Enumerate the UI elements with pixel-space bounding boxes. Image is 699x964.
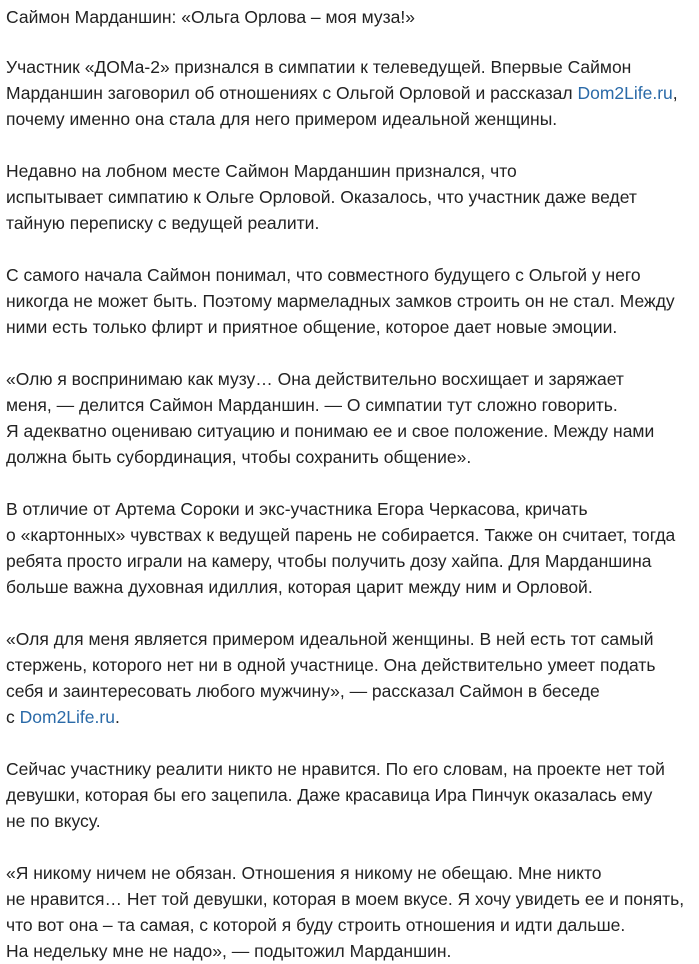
article-paragraph — [6, 496, 689, 600]
text-segment: не нравится… Нет той девушки, которая в моем вкусе. Я хочу увидеть ее и понять, — [6, 889, 685, 909]
paragraph-line — [6, 210, 689, 236]
paragraph-line — [6, 392, 689, 418]
paragraph-line — [6, 314, 689, 340]
paragraph-line — [6, 652, 689, 678]
paragraph-line — [6, 912, 689, 938]
text-segment: ребята просто играли на камеру, чтобы получить дозу хайпа. Для Марданшина — [6, 551, 652, 571]
text-segment: испытывает симпатию к Ольге Орловой. Оказалось, что участник даже ведет — [6, 187, 637, 207]
paragraph-line — [6, 548, 689, 574]
text-segment: не по вкусу. — [6, 811, 101, 831]
article-paragraph — [6, 860, 689, 964]
text-segment: себя и заинтересовать любого мужчину», — рассказал Саймон в беседе — [6, 681, 600, 701]
paragraph-line — [6, 938, 689, 964]
text-segment: «Я никому ничем не обязан. Отношения я никому не обещаю. Мне никто — [6, 863, 602, 883]
text-segment: о «картонных» чувствах к ведущей парень не собирается. Также он считает, тогда — [6, 525, 676, 545]
article-paragraph — [6, 366, 689, 470]
text-segment: Сейчас участнику реалити никто не нравится. По его словам, на проекте нет той — [6, 759, 665, 779]
paragraph-line — [6, 262, 689, 288]
paragraph-line — [6, 626, 689, 652]
text-segment: «Оля для меня является примером идеальной женщины. В ней есть тот самый — [6, 629, 654, 649]
text-segment: Я адекватно оцениваю ситуацию и понимаю ее и свое положение. Между нами — [6, 421, 655, 441]
text-segment: никогда не может быть. Поэтому мармеладных замков строить он не стал. Между — [6, 291, 675, 311]
paragraph-line — [6, 54, 689, 80]
article-paragraph — [6, 54, 689, 132]
text-segment: Марданшин заговорил об отношениях с Ольгой Орловой и рассказал — [6, 83, 578, 103]
paragraph-line — [6, 366, 689, 392]
paragraph-line — [6, 886, 689, 912]
article-body — [6, 54, 689, 964]
text-segment: меня, — делится Саймон Марданшин. — О симпатии тут сложно говорить. — [6, 395, 618, 415]
text-segment: На недельку мне не надо», — подытожил Марданшин. — [6, 941, 452, 961]
paragraph-line — [6, 678, 689, 704]
text-segment: Участник «ДОМа-2» признался в симпатии к телеведущей. Впервые Саймон — [6, 57, 632, 77]
paragraph-line — [6, 704, 689, 730]
paragraph-line — [6, 184, 689, 210]
article-paragraph — [6, 756, 689, 834]
text-segment: тайную переписку с ведущей реалити. — [6, 213, 320, 233]
text-segment: С самого начала Саймон понимал, что совместного будущего с Ольгой у него — [6, 265, 641, 285]
text-segment: , — [672, 83, 678, 103]
text-segment: что вот она – та самая, с которой я буду строить отношения и идти дальше. — [6, 915, 626, 935]
text-segment: Недавно на лобном месте Саймон Марданшин признался, что — [6, 161, 517, 181]
text-segment: девушки, которая бы его зацепила. Даже красавица Ира Пинчук оказалась ему — [6, 785, 653, 805]
source-link[interactable]: Dom2Life.ru — [19, 707, 115, 727]
paragraph-line — [6, 106, 689, 132]
text-segment: «Олю я воспринимаю как музу… Она действительно восхищает и заряжает — [6, 369, 624, 389]
text-segment: должна быть субординация, чтобы сохранить общение». — [6, 447, 472, 467]
article-paragraph — [6, 626, 689, 730]
text-segment: . — [114, 707, 120, 727]
article-paragraph — [6, 158, 689, 236]
paragraph-line — [6, 418, 689, 444]
paragraph-line — [6, 158, 689, 184]
paragraph-line — [6, 80, 689, 106]
article-title: Саймон Марданшин: «Ольга Орлова – моя муза!» — [6, 7, 415, 27]
paragraph-line — [6, 288, 689, 314]
text-segment: ними есть только флирт и приятное общение, которое дает новые эмоции. — [6, 317, 618, 337]
text-segment: больше важна духовная идиллия, которая царит между ним и Орловой. — [6, 577, 593, 597]
paragraph-line — [6, 782, 689, 808]
paragraph-line — [6, 574, 689, 600]
article-paragraph — [6, 262, 689, 340]
text-segment: стержень, которого нет ни в одной участнице. Она действительно умеет подать — [6, 655, 656, 675]
paragraph-line — [6, 444, 689, 470]
paragraph-line — [6, 756, 689, 782]
paragraph-line — [6, 860, 689, 886]
paragraph-line — [6, 496, 689, 522]
paragraph-line — [6, 808, 689, 834]
text-segment: В отличие от Артема Сороки и экс-участника Егора Черкасова, кричать — [6, 499, 588, 519]
source-link[interactable]: Dom2Life.ru — [577, 83, 673, 103]
text-segment: с — [6, 707, 20, 727]
paragraph-line — [6, 522, 689, 548]
text-segment: почему именно она стала для него примером идеальной женщины. — [6, 109, 558, 129]
